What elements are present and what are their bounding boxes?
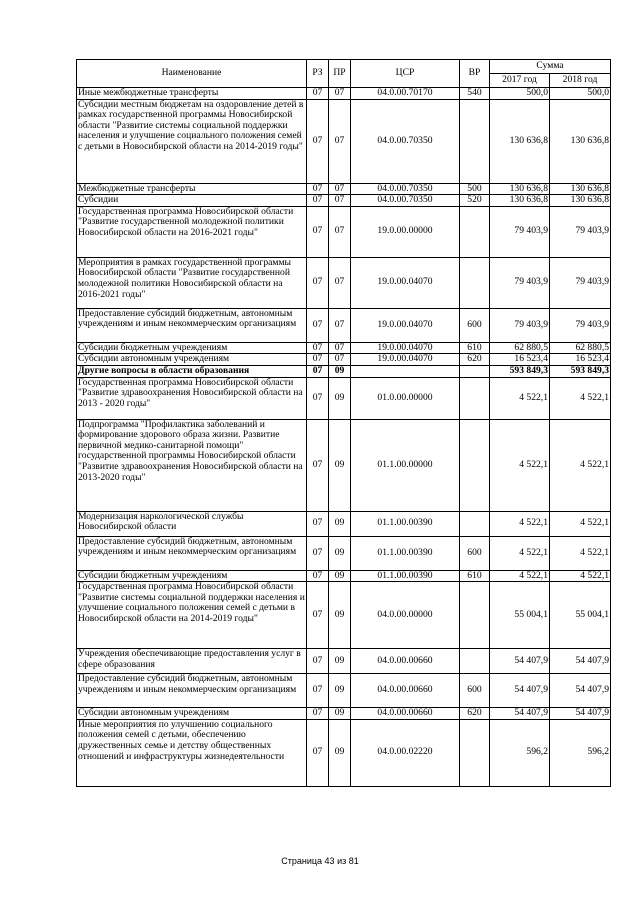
row-sum-2017: 596,2	[490, 719, 550, 786]
row-sum-2017: 55 004,1	[490, 582, 550, 649]
row-vr: 600	[460, 536, 490, 570]
row-vr: 520	[460, 195, 490, 207]
row-name: Государственная программа Новосибирской области "Развитие государственной молодежной политики Новосибирской области на 2016-2021 годы"	[77, 206, 307, 257]
table-row	[77, 708, 611, 720]
table-row	[77, 719, 611, 786]
table-row	[77, 308, 611, 342]
row-rz: 07	[307, 308, 329, 342]
row-sum-2017: 54 407,9	[490, 649, 550, 674]
header-sum: Сумма	[490, 60, 611, 74]
row-pr: 07	[329, 342, 351, 354]
table-row	[77, 99, 611, 183]
row-pr: 09	[329, 570, 351, 582]
table-row	[77, 354, 611, 366]
row-vr	[460, 99, 490, 183]
row-sum-2018: 54 407,9	[550, 674, 611, 708]
row-name: Государственная программа Новосибирской области "Развитие здравоохранения Новосибирской области на 2013 - 2020 годы"	[77, 377, 307, 419]
row-vr	[460, 649, 490, 674]
row-csr: 04.0.00.00660	[351, 649, 460, 674]
row-pr: 09	[329, 365, 351, 377]
header-year-2017: 2017 год	[490, 74, 550, 88]
row-vr: 540	[460, 88, 490, 100]
row-sum-2018: 16 523,4	[550, 354, 611, 366]
row-sum-2018: 4 522,1	[550, 377, 611, 419]
table-row	[77, 257, 611, 308]
row-pr: 09	[329, 536, 351, 570]
row-sum-2018: 54 407,9	[550, 708, 611, 720]
row-pr: 07	[329, 195, 351, 207]
table-row	[77, 377, 611, 419]
row-sum-2017: 130 636,8	[490, 195, 550, 207]
row-name: Мероприятия в рамках государственной программы Новосибирской области "Развитие государственной молодежной политики Новосибирской области на 2016-2021 годы"	[77, 257, 307, 308]
row-vr	[460, 582, 490, 649]
row-csr: 04.0.00.02220	[351, 719, 460, 786]
row-vr	[460, 206, 490, 257]
row-pr: 09	[329, 674, 351, 708]
row-sum-2017: 4 522,1	[490, 419, 550, 511]
row-sum-2017: 16 523,4	[490, 354, 550, 366]
row-csr: 01.1.00.00390	[351, 536, 460, 570]
row-pr: 07	[329, 308, 351, 342]
row-sum-2017: 4 522,1	[490, 570, 550, 582]
row-rz: 07	[307, 88, 329, 100]
header-rz: РЗ	[307, 60, 329, 88]
row-name: Межбюджетные трансферты	[77, 183, 307, 195]
table-row	[77, 582, 611, 649]
row-sum-2017: 62 880,5	[490, 342, 550, 354]
row-name: Предоставление субсидий бюджетным, автономным учреждениям и иным некоммерческим организациям	[77, 308, 307, 342]
header-name: Наименование	[77, 60, 307, 88]
row-sum-2018: 596,2	[550, 719, 611, 786]
row-name: Предоставление субсидий бюджетным, автономным учреждениям и иным некоммерческим организациям	[77, 536, 307, 570]
row-csr: 04.0.00.70350	[351, 195, 460, 207]
row-pr: 09	[329, 377, 351, 419]
row-sum-2018: 4 522,1	[550, 419, 611, 511]
row-rz: 07	[307, 365, 329, 377]
row-name: Субсидии автономным учреждениям	[77, 708, 307, 720]
row-pr: 07	[329, 354, 351, 366]
header-year-2018: 2018 год	[550, 74, 611, 88]
row-name: Субсидии автономным учреждениям	[77, 354, 307, 366]
row-sum-2018: 130 636,8	[550, 99, 611, 183]
row-sum-2017: 500,0	[490, 88, 550, 100]
table-body	[77, 88, 611, 787]
row-sum-2018: 55 004,1	[550, 582, 611, 649]
row-rz: 07	[307, 582, 329, 649]
row-sum-2018: 54 407,9	[550, 649, 611, 674]
row-csr: 04.0.00.00660	[351, 674, 460, 708]
row-vr	[460, 257, 490, 308]
row-sum-2017: 593 849,3	[490, 365, 550, 377]
row-vr	[460, 365, 490, 377]
row-pr: 09	[329, 719, 351, 786]
row-name: Субсидии	[77, 195, 307, 207]
row-vr: 610	[460, 570, 490, 582]
row-pr: 09	[329, 649, 351, 674]
row-rz: 07	[307, 377, 329, 419]
row-sum-2018: 79 403,9	[550, 308, 611, 342]
row-csr: 01.1.00.00390	[351, 570, 460, 582]
row-name: Иные межбюджетные трансферты	[77, 88, 307, 100]
row-sum-2017: 4 522,1	[490, 511, 550, 536]
row-csr: 19.0.00.00000	[351, 206, 460, 257]
row-rz: 07	[307, 257, 329, 308]
row-sum-2018: 593 849,3	[550, 365, 611, 377]
header-pr: ПР	[329, 60, 351, 88]
table-row	[77, 88, 611, 100]
row-csr: 19.0.00.04070	[351, 308, 460, 342]
row-csr: 19.0.00.04070	[351, 257, 460, 308]
row-name: Подпрограмма "Профилактика заболеваний и формирование здорового образа жизни. Развитие первичной медико-санитарной помощи" государственной программы Новосибирской области "Развитие здравоохранения Новосибирской области на 2013-2020 годы"	[77, 419, 307, 511]
row-sum-2017: 130 636,8	[490, 183, 550, 195]
row-vr	[460, 719, 490, 786]
row-sum-2017: 4 522,1	[490, 536, 550, 570]
table-row	[77, 536, 611, 570]
row-csr: 04.0.00.00000	[351, 582, 460, 649]
row-vr: 610	[460, 342, 490, 354]
row-rz: 07	[307, 99, 329, 183]
row-vr: 600	[460, 308, 490, 342]
row-csr: 01.1.00.00000	[351, 419, 460, 511]
header-csr: ЦСР	[351, 60, 460, 88]
row-vr: 620	[460, 708, 490, 720]
row-rz: 07	[307, 195, 329, 207]
budget-table	[76, 59, 611, 787]
row-rz: 07	[307, 183, 329, 195]
row-name: Субсидии бюджетным учреждениям	[77, 342, 307, 354]
row-sum-2017: 130 636,8	[490, 99, 550, 183]
row-name: Учреждения обеспечивающие предоставления услуг в сфере образования	[77, 649, 307, 674]
row-sum-2017: 54 407,9	[490, 674, 550, 708]
row-pr: 09	[329, 511, 351, 536]
row-sum-2018: 4 522,1	[550, 511, 611, 536]
row-sum-2018: 500,0	[550, 88, 611, 100]
row-csr: 19.0.00.04070	[351, 354, 460, 366]
table-row	[77, 649, 611, 674]
row-sum-2017: 79 403,9	[490, 206, 550, 257]
row-csr: 04.0.00.70170	[351, 88, 460, 100]
row-rz: 07	[307, 674, 329, 708]
row-sum-2018: 4 522,1	[550, 570, 611, 582]
row-vr: 620	[460, 354, 490, 366]
row-pr: 07	[329, 206, 351, 257]
row-name: Иные мероприятия по улучшению социального положения семей с детьми, обеспечению дружественных семье и детству общественных отношений и инфраструктуры жизнедеятельности	[77, 719, 307, 786]
table-row	[77, 342, 611, 354]
row-rz: 07	[307, 419, 329, 511]
row-sum-2018: 62 880,5	[550, 342, 611, 354]
row-sum-2018: 130 636,8	[550, 183, 611, 195]
row-rz: 07	[307, 708, 329, 720]
table-row	[77, 206, 611, 257]
header-vr: ВР	[460, 60, 490, 88]
row-vr: 500	[460, 183, 490, 195]
row-sum-2017: 79 403,9	[490, 308, 550, 342]
row-name: Субсидии местным бюджетам на оздоровление детей в рамках государственной программы Новосибирской области "Развитие системы социальной поддержки населения и улучшение социального положения семей с детьми в Новосибирской области на 2014-2019 годы"	[77, 99, 307, 183]
row-pr: 07	[329, 88, 351, 100]
table-row	[77, 195, 611, 207]
row-rz: 07	[307, 511, 329, 536]
row-rz: 07	[307, 342, 329, 354]
row-vr: 600	[460, 674, 490, 708]
row-vr	[460, 377, 490, 419]
row-rz: 07	[307, 206, 329, 257]
row-sum-2018: 130 636,8	[550, 195, 611, 207]
row-vr	[460, 419, 490, 511]
row-pr: 09	[329, 708, 351, 720]
row-rz: 07	[307, 719, 329, 786]
row-csr: 01.0.00.00000	[351, 377, 460, 419]
row-pr: 07	[329, 257, 351, 308]
row-csr: 04.0.00.70350	[351, 99, 460, 183]
table-row	[77, 365, 611, 377]
row-sum-2017: 54 407,9	[490, 708, 550, 720]
row-pr: 09	[329, 419, 351, 511]
table-row	[77, 419, 611, 511]
row-csr	[351, 365, 460, 377]
row-pr: 07	[329, 99, 351, 183]
table-row	[77, 511, 611, 536]
row-rz: 07	[307, 649, 329, 674]
row-sum-2018: 79 403,9	[550, 206, 611, 257]
row-csr: 04.0.00.00660	[351, 708, 460, 720]
row-sum-2018: 4 522,1	[550, 536, 611, 570]
row-name: Предоставление субсидий бюджетным, автономным учреждениям и иным некоммерческим организациям	[77, 674, 307, 708]
row-sum-2018: 79 403,9	[550, 257, 611, 308]
row-name: Субсидии бюджетным учреждениям	[77, 570, 307, 582]
table-row	[77, 183, 611, 195]
row-csr: 19.0.00.04070	[351, 342, 460, 354]
table-row	[77, 674, 611, 708]
row-csr: 04.0.00.70350	[351, 183, 460, 195]
row-rz: 07	[307, 536, 329, 570]
row-name: Государственная программа Новосибирской области "Развитие системы социальной поддержки населения и улучшение социального положения семей с детьми в Новосибирской области на 2014-2019 годы"	[77, 582, 307, 649]
row-rz: 07	[307, 570, 329, 582]
row-rz: 07	[307, 354, 329, 366]
row-vr	[460, 511, 490, 536]
table-row	[77, 570, 611, 582]
row-sum-2017: 79 403,9	[490, 257, 550, 308]
page-footer: Страница 43 из 81	[281, 856, 359, 866]
row-sum-2017: 4 522,1	[490, 377, 550, 419]
row-name: Другие вопросы в области образования	[77, 365, 307, 377]
row-pr: 07	[329, 183, 351, 195]
row-pr: 09	[329, 582, 351, 649]
row-name: Модернизация наркологической службы Новосибирской области	[77, 511, 307, 536]
row-csr: 01.1.00.00390	[351, 511, 460, 536]
